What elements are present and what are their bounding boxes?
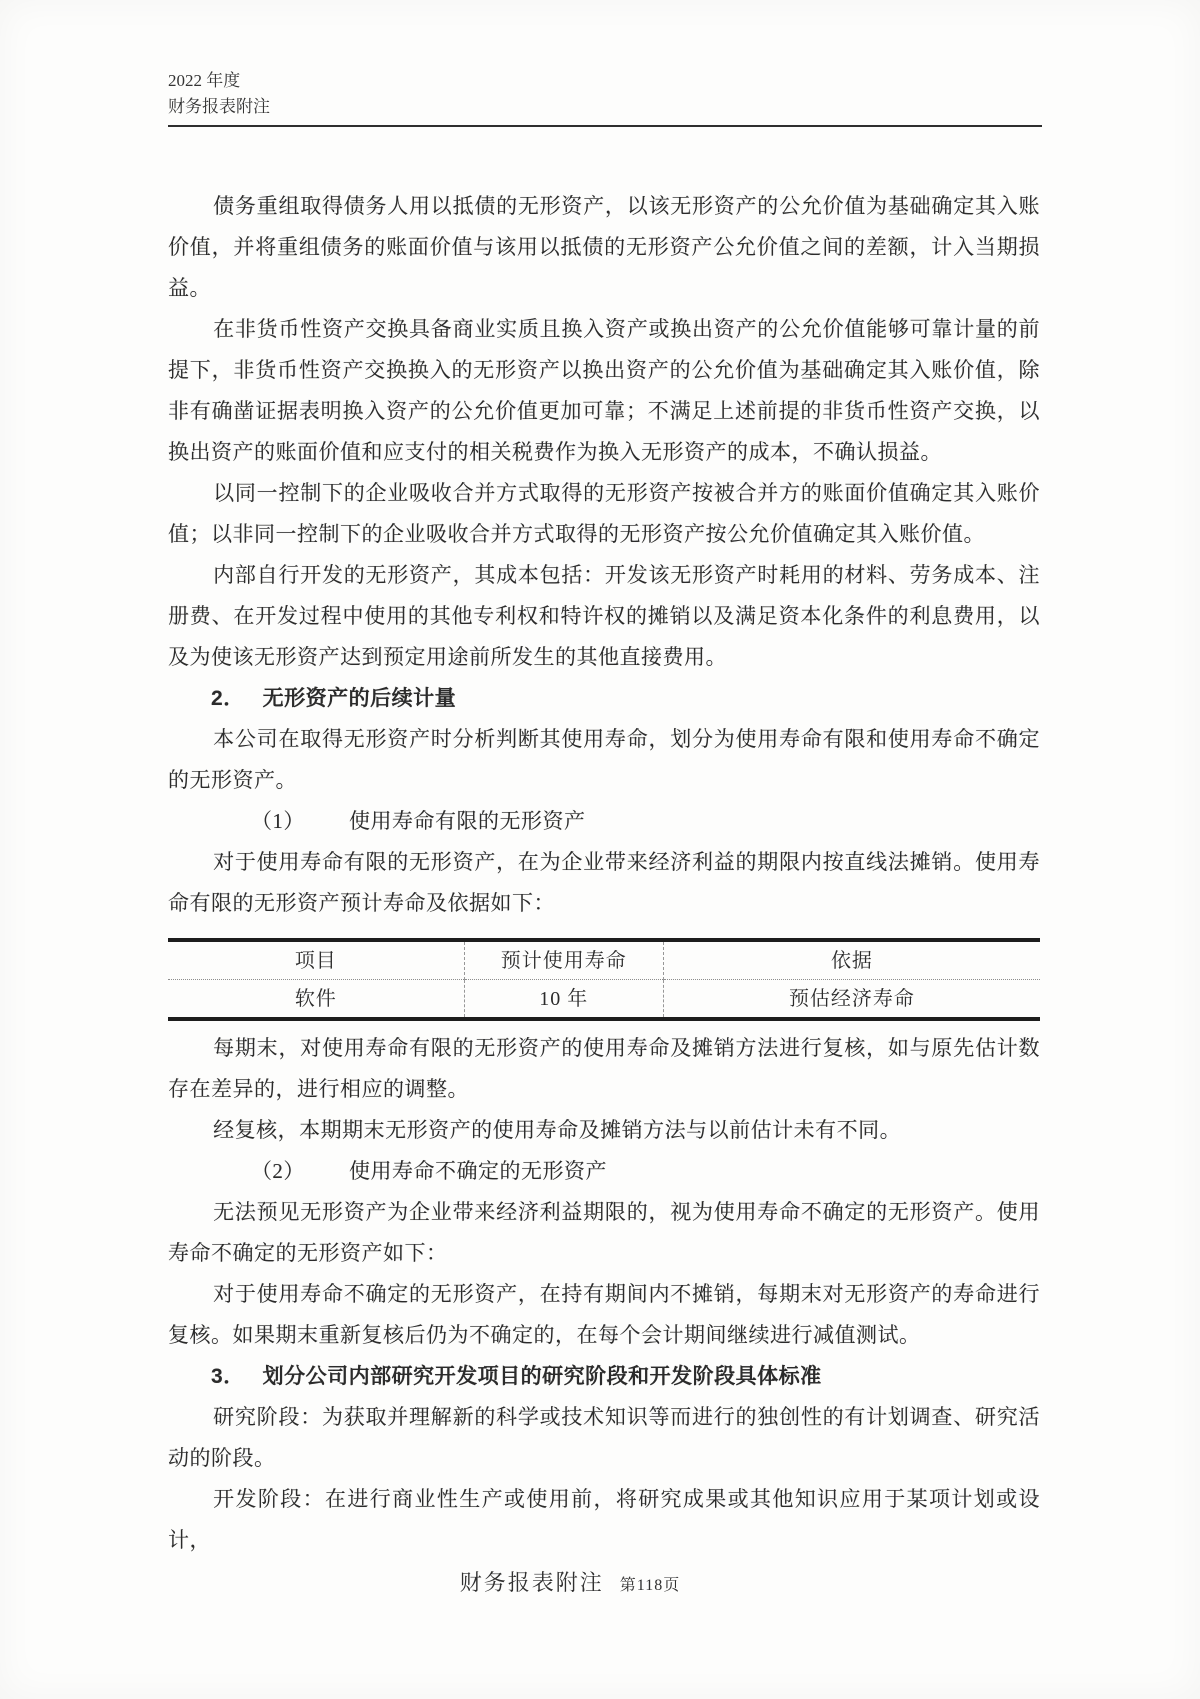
paragraph: 每期末，对使用寿命有限的无形资产的使用寿命及摊销方法进行复核，如与原先估计数存在差异的，进行相应的调整。: [168, 1036, 1040, 1101]
table-cell: 预估经济寿命: [663, 980, 1040, 1020]
table-cell: 软件: [294, 987, 337, 1010]
table-header-cell: 预计使用寿命: [464, 940, 663, 980]
section-title: 无形资产的后续计量: [262, 687, 457, 710]
section-title: 划分公司内部研究开发项目的研究阶段和开发阶段具体标准: [262, 1365, 822, 1388]
footer-page-number: 第118页: [619, 1577, 681, 1594]
document-body: [168, 186, 1040, 1561]
paragraph: 研究阶段：为获取并理解新的科学或技术知识等而进行的独创性的有计划调查、研究活动的阶段。: [168, 1405, 1040, 1470]
footer-title: 财务报表附注: [459, 1570, 604, 1595]
list-item-label: 使用寿命不确定的无形资产: [349, 1159, 608, 1183]
paragraph: 对于使用寿命有限的无形资产，在为企业带来经济利益的期限内按直线法摊销。使用寿命有限的无形资产预计寿命及依据如下：: [168, 850, 1040, 915]
table-row: [168, 980, 1040, 1020]
list-item-number: （1）: [250, 809, 305, 833]
list-item-label: 使用寿命有限的无形资产: [349, 809, 586, 833]
table-header-cell: 依据: [663, 940, 1040, 980]
page-footer: [0, 1566, 1140, 1597]
table-cell: 10 年: [464, 980, 663, 1020]
table-header-cell: 项目: [168, 940, 464, 980]
page-header: [168, 68, 1042, 127]
paragraph: 以同一控制下的企业吸收合并方式取得的无形资产按被合并方的账面价值确定其入账价值；以非同一控制下的企业吸收合并方式取得的无形资产按公允价值确定其入账价值。: [168, 481, 1040, 546]
paragraph: 在非货币性资产交换具备商业实质且换入资产或换出资产的公允价值能够可靠计量的前提下，非货币性资产交换换入的无形资产以换出资产的公允价值为基础确定其入账价值，除非有确凿证据表明换入资产的公允价值更加可靠；不满足上述前提的非货币性资产交换，以换出资产的账面价值和应支付的相关税费作为换入无形资产的成本，不确认损益。: [168, 317, 1040, 464]
section-heading: [168, 678, 1040, 719]
header-year: 2022 年度: [168, 71, 241, 90]
section-number: 3．: [211, 1365, 245, 1388]
list-item: [168, 801, 1040, 842]
paragraph: 债务重组取得债务人用以抵债的无形资产，以该无形资产的公允价值为基础确定其入账价值，并将重组债务的账面价值与该用以抵债的无形资产公允价值之间的差额，计入当期损益。: [168, 194, 1040, 300]
paragraph: 内部自行开发的无形资产，其成本包括：开发该无形资产时耗用的材料、劳务成本、注册费、在开发过程中使用的其他专利权和特许权的摊销以及满足资本化条件的利息费用，以及为使该无形资产达到预定用途前所发生的其他直接费用。: [168, 563, 1040, 669]
paragraph: 经复核，本期期末无形资产的使用寿命及摊销方法与以前估计未有不同。: [213, 1118, 902, 1142]
paragraph: 无法预见无形资产为企业带来经济利益期限的，视为使用寿命不确定的无形资产。使用寿命不确定的无形资产如下：: [168, 1200, 1040, 1265]
list-item-number: （2）: [250, 1159, 305, 1183]
table-header-row: [168, 940, 1040, 980]
useful-life-table: [168, 938, 1040, 1021]
paragraph: 开发阶段：在进行商业性生产或使用前，将研究成果或其他知识应用于某项计划或设计，: [168, 1487, 1040, 1552]
paragraph: 对于使用寿命不确定的无形资产，在持有期间内不摊销，每期末对无形资产的寿命进行复核。如果期末重新复核后仍为不确定的，在每个会计期间继续进行减值测试。: [168, 1282, 1040, 1347]
header-title: 财务报表附注: [168, 97, 270, 116]
section-number: 2．: [211, 687, 245, 710]
list-item: [168, 1151, 1040, 1192]
paragraph: 本公司在取得无形资产时分析判断其使用寿命，划分为使用寿命有限和使用寿命不确定的无形资产。: [168, 727, 1040, 792]
section-heading: [168, 1356, 1040, 1397]
